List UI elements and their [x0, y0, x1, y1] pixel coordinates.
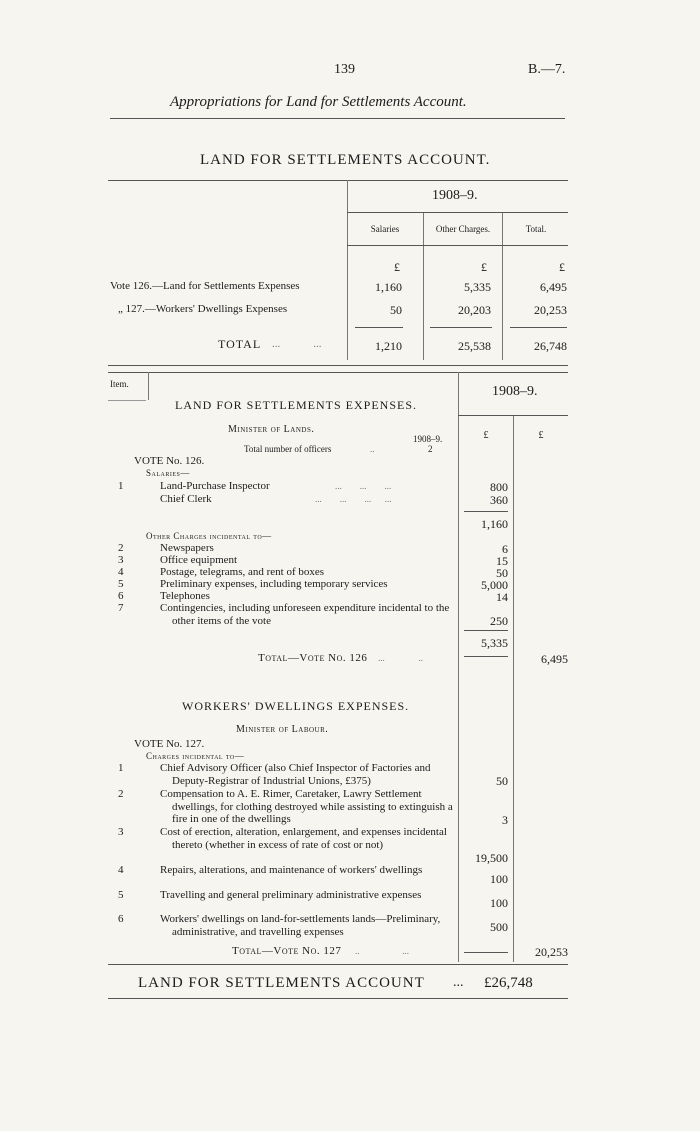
line-item-text: Chief Clerk: [160, 493, 212, 505]
summary-header-other: Other Charges.: [435, 224, 491, 234]
vote127-total-label: Total—Vote No. 127: [232, 945, 342, 957]
item-header: Item.: [110, 379, 129, 389]
summary-sum-rule: [355, 327, 403, 328]
running-title: Appropriations for Land for Settlements Account.: [170, 94, 467, 110]
line-item-amount: 800: [490, 480, 508, 494]
grand-total-bottom-rule: [108, 998, 568, 999]
leader-dots: .. ...: [355, 946, 409, 956]
summary-col-divider: [347, 180, 348, 360]
grand-total-top-rule: [108, 964, 568, 965]
line-item-text: Land-Purchase Inspector: [160, 480, 270, 492]
vote126-minister: Minister of Lands.: [228, 424, 315, 435]
line-item-amount: 50: [496, 774, 508, 788]
line-item-text: Workers' dwellings on land-for-settlements lands—Preliminary, administrative, and travelling expenses: [160, 913, 441, 938]
summary-row-salaries: 50: [390, 303, 402, 317]
line-item-amount: 360: [490, 493, 508, 507]
line-item-amount: 3: [502, 813, 508, 827]
summary-sum-rule: [510, 327, 567, 328]
line-item-amount: 500: [490, 920, 508, 934]
item-number: 5: [118, 578, 124, 590]
currency-symbol: £: [538, 430, 544, 441]
detail-year: 1908–9.: [492, 384, 538, 399]
grand-total-amount: £26,748: [484, 975, 533, 991]
subtotal-rule: [464, 630, 508, 631]
grand-total-label: LAND FOR SETTLEMENTS ACCOUNT: [138, 975, 425, 991]
officers-year: 1908–9.: [413, 434, 443, 444]
line-item-text: Newspapers: [160, 542, 214, 554]
currency-symbol: £: [559, 260, 565, 274]
grand-total-dots: ...: [453, 975, 464, 990]
charges-label: Charges incidental to—: [146, 751, 245, 761]
line-item-text: Cost of erection, alteration, enlargement, and expenses incidental thereto (whether in excess of rate of cost or not): [160, 826, 447, 851]
item-number: 2: [118, 788, 124, 800]
item-col-divider: [148, 372, 149, 400]
line-item-amount: 50: [496, 566, 508, 580]
line-item-text: Chief Advisory Officer (also Chief Inspector of Factories and Deputy-Registrar of Industrial Unions, £375): [160, 762, 431, 787]
summary-row-total: 20,253: [534, 303, 567, 317]
summary-col-divider: [423, 212, 424, 360]
item-number: 7: [118, 602, 124, 614]
other-charges-subtotal: 5,335: [481, 636, 508, 650]
vote126-total-amount: 6,495: [541, 652, 568, 666]
currency-symbol: £: [483, 430, 489, 441]
summary-top-rule: [108, 180, 568, 181]
vote127-total-amount: 20,253: [535, 945, 568, 959]
currency-symbol: £: [394, 260, 400, 274]
officers-label: Total number of officers: [244, 444, 332, 454]
vote126-total-label: Total—Vote No. 126: [258, 652, 368, 664]
summary-total-total: 26,748: [534, 339, 567, 353]
item-header-rule: [108, 400, 146, 401]
line-item-text: Compensation to A. E. Rimer, Caretaker, Lawry Settlement dwellings, for clothing destroyed while assisting to extinguish a fire in one of the dwellings: [160, 788, 453, 825]
vote127-minister: Minister of Labour.: [236, 724, 329, 735]
summary-row-other: 20,203: [458, 303, 491, 317]
detail-year-rule: [458, 415, 568, 416]
header-rule: [110, 118, 565, 119]
summary-year-rule: [347, 212, 568, 213]
summary-total-other: 25,538: [458, 339, 491, 353]
summary-sum-rule: [430, 327, 492, 328]
other-charges-label: Other Charges incidental to—: [146, 531, 272, 541]
line-item-amount: 5,000: [481, 578, 508, 592]
summary-header-salaries: Salaries: [370, 224, 400, 234]
item-number: 3: [118, 554, 124, 566]
officers-count: 2: [428, 444, 433, 454]
summary-header-total: Total.: [525, 224, 547, 234]
page-number: 139: [334, 62, 355, 77]
summary-col-divider: [502, 212, 503, 360]
summary-total-salaries: 1,210: [375, 339, 402, 353]
summary-row-total: 6,495: [540, 280, 567, 294]
line-item-text: Repairs, alterations, and maintenance of workers' dwellings: [160, 864, 423, 876]
line-item-text: Postage, telegrams, and rent of boxes: [160, 566, 325, 578]
line-item-amount: 6: [502, 542, 508, 556]
salaries-subtotal: 1,160: [481, 517, 508, 531]
item-number: 1: [118, 762, 124, 774]
item-number: 5: [118, 889, 124, 901]
summary-row-label: „ 127.—Workers' Dwellings Expenses: [118, 303, 288, 315]
item-number: 4: [118, 864, 124, 876]
detail-col-divider: [513, 415, 514, 962]
item-number: 4: [118, 566, 124, 578]
line-item-text: Contingencies, including unforeseen expenditure incidental to the other items of the vote: [160, 602, 450, 627]
line-item-amount: 100: [490, 872, 508, 886]
leader-dots: ..: [370, 444, 375, 454]
vote126-title: LAND FOR SETTLEMENTS EXPENSES.: [175, 398, 418, 412]
summary-row-label: Vote 126.—Land for Settlements Expenses: [110, 280, 300, 292]
vote127-label: VOTE No. 127.: [134, 738, 205, 750]
item-number: 1: [118, 480, 124, 492]
line-item-text: Office equipment: [160, 554, 238, 566]
item-number: 3: [118, 826, 124, 838]
line-item-text: Telephones: [160, 590, 210, 602]
subtotal-rule: [464, 952, 508, 953]
leader-dots: ... ... ...: [335, 481, 392, 491]
subtotal-rule: [464, 656, 508, 657]
item-number: 6: [118, 590, 124, 602]
summary-year: 1908–9.: [432, 188, 478, 203]
line-item-amount: 100: [490, 896, 508, 910]
line-item-text: Travelling and general preliminary administrative expenses: [160, 889, 422, 901]
item-number: 6: [118, 913, 124, 925]
vote127-title: WORKERS' DWELLINGS EXPENSES.: [182, 699, 410, 713]
line-item-amount: 19,500: [475, 851, 508, 865]
leader-dots: ... ... ... ...: [315, 494, 392, 504]
page-reference: B.—7.: [528, 62, 566, 77]
line-item-amount: 15: [496, 554, 508, 568]
subtotal-rule: [464, 511, 508, 512]
leader-dots: ... ...: [272, 338, 322, 350]
currency-symbol: £: [481, 260, 487, 274]
summary-row-salaries: 1,160: [375, 280, 402, 294]
summary-total-label: TOTAL: [218, 337, 262, 351]
summary-header-rule: [347, 245, 568, 246]
line-item-amount: 250: [490, 614, 508, 628]
salaries-label: Salaries—: [146, 468, 190, 478]
summary-bottom-rule: [108, 365, 568, 366]
detail-top-rule: [108, 372, 568, 373]
vote126-label: VOTE No. 126.: [134, 455, 205, 467]
item-number: 2: [118, 542, 124, 554]
line-item-amount: 14: [496, 590, 508, 604]
summary-title: LAND FOR SETTLEMENTS ACCOUNT.: [200, 152, 491, 168]
summary-row-other: 5,335: [464, 280, 491, 294]
leader-dots: ... ..: [378, 653, 423, 663]
line-item-text: Preliminary expenses, including temporary services: [160, 578, 388, 590]
